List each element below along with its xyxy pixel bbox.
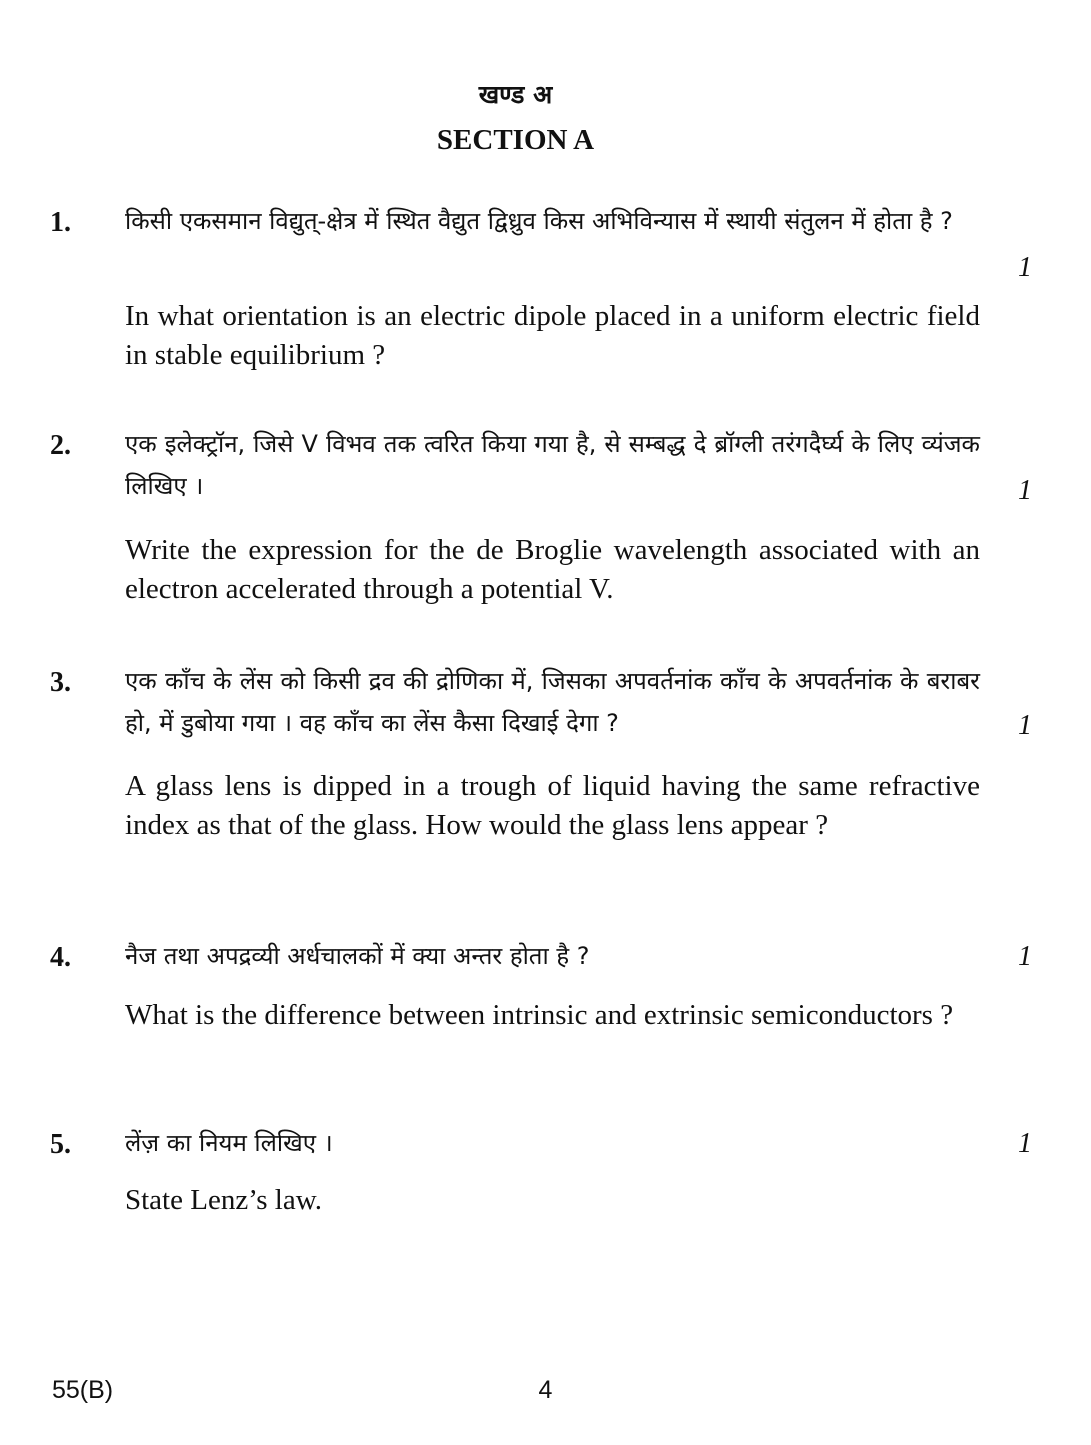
question-text-hindi: नैज तथा अपद्रव्यी अर्धचालकों में क्या अन्तर होता है ? xyxy=(125,942,590,970)
section-title-english: SECTION A xyxy=(436,124,595,156)
question-marks: 1 xyxy=(1018,475,1032,506)
paper-code: 55(B) xyxy=(52,1376,114,1404)
page-number: 4 xyxy=(538,1376,553,1404)
question-text-hindi: किसी एकसमान विद्युत्‌-क्षेत्र में स्थित वैद्युत द्विध्रुव किस अभिविन्यास में स्थायी संतुलन में होता है ? xyxy=(125,207,953,235)
question-number: 4. xyxy=(50,942,71,973)
question-number: 2. xyxy=(50,430,71,461)
question-text-hindi: एक इलेक्ट्रॉन, जिसे V विभव तक त्वरित किया गया है, से सम्बद्ध दे ब्रॉग्ली तरंगदैर्घ्य के लिए व्यंजक लिखिए । xyxy=(125,430,980,500)
question-marks: 1 xyxy=(1018,1128,1032,1159)
question-number: 3. xyxy=(50,667,71,698)
question-number: 1. xyxy=(50,207,71,238)
question-marks: 1 xyxy=(1018,252,1032,283)
question-marks: 1 xyxy=(1018,941,1032,972)
question-text-english: What is the difference between intrinsic and extrinsic semiconductors ? xyxy=(125,999,954,1031)
question-text-english: A glass lens is dipped in a trough of liquid having the same refractive index as that of the glass. How would the glass lens appear ? xyxy=(125,770,980,841)
question-text-english: In what orientation is an electric dipole placed in a uniform electric field in stable equilibrium ? xyxy=(125,300,980,371)
question-text-hindi: लेंज़ का नियम लिखिए । xyxy=(125,1129,333,1157)
question-text-english: Write the expression for the de Broglie wavelength associated with an electron accelerated through a potential V. xyxy=(125,534,980,605)
question-number: 5. xyxy=(50,1129,71,1160)
question-text-english: State Lenz’s law. xyxy=(125,1184,323,1216)
section-title-hindi: खण्ड अ xyxy=(478,80,553,109)
question-text-hindi: एक काँच के लेंस को किसी द्रव की द्रोणिका में, जिसका अपवर्तनांक काँच के अपवर्तनांक के बराबर हो, में डुबोया गया । वह काँच का लेंस कैसा दिखाई देगा ? xyxy=(125,667,980,737)
question-marks: 1 xyxy=(1018,710,1032,741)
